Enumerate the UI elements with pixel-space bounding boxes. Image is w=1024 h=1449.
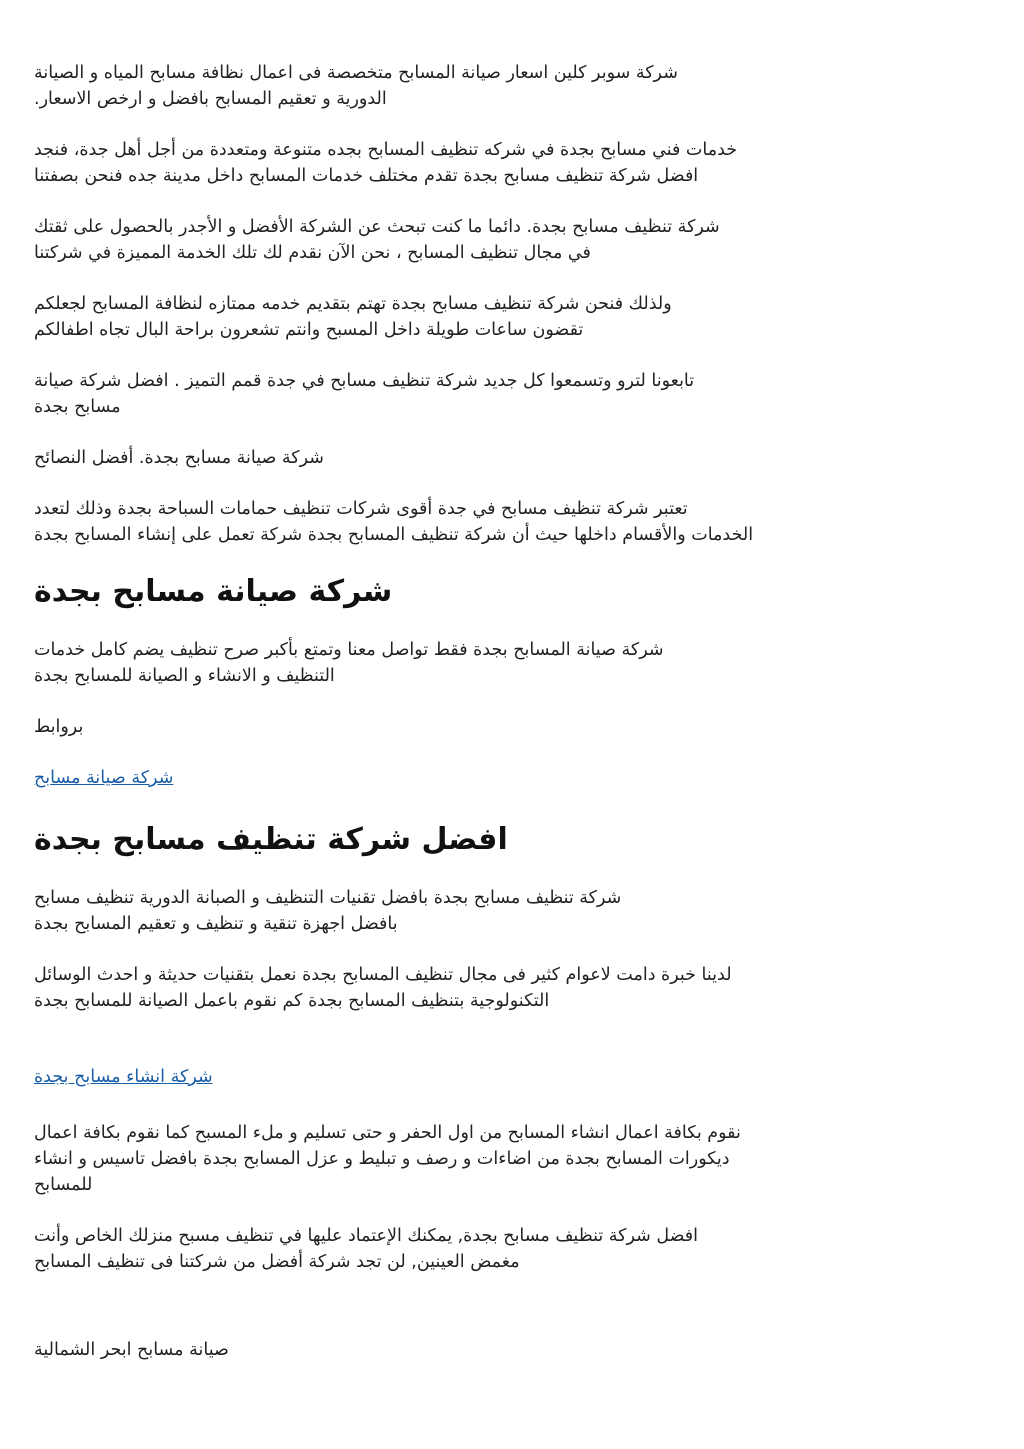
paragraph-line: نقوم بكافة اعمال انشاء المسابح من اول الحفر و حتى تسليم و ملء المسبح كما نقوم بكافة اعمال: [34, 1123, 741, 1143]
paragraph-line: شركة صيانة المسابح بجدة فقط تواصل معنا وتمتع بأكبر صرح تنظيف يضم كامل خدمات: [34, 640, 664, 660]
paragraph-line: التكنولوجية بتنظيف المسابح بجدة كم نقوم باعمل الصيانة للمسابح بجدة: [34, 991, 550, 1011]
paragraph-strongest: [34, 496, 986, 548]
paragraph-follow: [34, 368, 986, 420]
paragraph-line: للمسابح: [34, 1175, 93, 1195]
link-pool-construction[interactable]: شركة انشاء مسابح بجدة: [34, 1067, 213, 1087]
paragraph-line: بروابط: [34, 717, 84, 737]
paragraph-tips: [34, 445, 986, 471]
paragraph-line: افضل شركة تنظيف مسابح بجدة تقدم مختلف خدمات المسابح داخل مدينة جده فنحن بصفتنا: [34, 166, 699, 186]
paragraph-line: الخدمات والأقسام داخلها حيث أن شركة تنظيف المسابح بجدة شركة تعمل على إنشاء المسابح بجدة: [34, 525, 754, 545]
paragraph-cleaning-tech: [34, 885, 986, 937]
paragraph-line: خدمات فني مسابح بجدة في شركه تنظيف المسابح بجده متنوعة ومتعددة من أجل أهل جدة، فنجد: [34, 140, 738, 160]
paragraph-line: شركة سوبر كلين اسعار صيانة المسابح متخصصة فى اعمال نظافة مسابح المياه و الصيانة: [34, 63, 678, 83]
paragraph-reliance: [34, 1223, 986, 1275]
paragraph-services: [34, 137, 986, 189]
paragraph-trust: [34, 214, 986, 266]
link-pool-maintenance[interactable]: شركة صيانة مسابح: [34, 768, 174, 788]
paragraph-quality: [34, 291, 986, 343]
paragraph-construction: [34, 1120, 986, 1198]
paragraph-line: تابعونا لترو وتسمعوا كل جديد شركة تنظيف مسابح في جدة قمم التميز . افضل شركة صيانة: [34, 371, 695, 391]
section-heading-best-cleaning: افضل شركة تنظيف مسابح بجدة: [34, 822, 508, 857]
paragraph-contact: [34, 637, 986, 689]
paragraph-links-label: [34, 714, 986, 740]
paragraph-line: شركة تنظيف مسابح بجدة. دائما ما كنت تبحث عن الشركة الأفضل و الأجدر بالحصول على ثقتك: [34, 217, 720, 237]
paragraph-line: ديكورات المسابح بجدة من اضاءات و رصف و تبليط و عزل المسابح بجدة بافضل تاسيس و انشاء: [34, 1149, 730, 1169]
paragraph-line: مسابح بجدة: [34, 397, 121, 417]
paragraph-intro: [34, 60, 986, 112]
paragraph-line: لدينا خبرة دامت لاعوام كثير فى مجال تنظيف المسابح بجدة نعمل بتقنيات حديثة و احدث الوسائل: [34, 965, 732, 985]
paragraph-line: تقضون ساعات طويلة داخل المسبح وانتم تشعرون براحة البال تجاه اطفالكم: [34, 320, 584, 340]
paragraph-line: شركة تنظيف مسابح بجدة بافضل تقنيات التنظيف و الصبانة الدورية تنظيف مسابح: [34, 888, 622, 908]
paragraph-line: تعتبر شركة تنظيف مسابح في جدة أقوى شركات تنظيف حمامات السباحة بجدة وذلك لتعدد: [34, 499, 688, 519]
paragraph-line: في مجال تنظيف المسابح ، نحن الآن نقدم لك تلك الخدمة المميزة في شركتنا: [34, 243, 591, 263]
paragraph-obhur: [34, 1337, 986, 1363]
paragraph-line: ولذلك فنحن شركة تنظيف مسابح بجدة تهتم بتقديم خدمه ممتازه لنظافة المسابح لجعلكم: [34, 294, 672, 314]
paragraph-line: افضل شركة تنظيف مسابح بجدة, يمكنك الإعتماد عليها في تنظيف مسبح منزلك الخاص وأنت: [34, 1226, 699, 1246]
paragraph-line: شركة صيانة مسابح بجدة. أفضل النصائح: [34, 448, 324, 468]
paragraph-line: بافضل اجهزة تنقية و تنظيف و تعقيم المسابح بجدة: [34, 914, 398, 934]
document-page: [34, 60, 986, 1388]
paragraph-line: الدورية و تعقيم المسابح بافضل و ارخص الاسعار.: [34, 89, 387, 109]
paragraph-line: التنظيف و الانشاء و الصيانة للمسابح بجدة: [34, 666, 335, 686]
section-heading-maintenance: شركة صيانة مسابح بجدة: [34, 574, 393, 609]
paragraph-line: صيانة مسابح ابحر الشمالية: [34, 1340, 229, 1360]
paragraph-experience: [34, 962, 986, 1014]
paragraph-line: مغمض العينين, لن تجد شركة أفضل من شركتنا فى تنظيف المسابح: [34, 1252, 520, 1272]
